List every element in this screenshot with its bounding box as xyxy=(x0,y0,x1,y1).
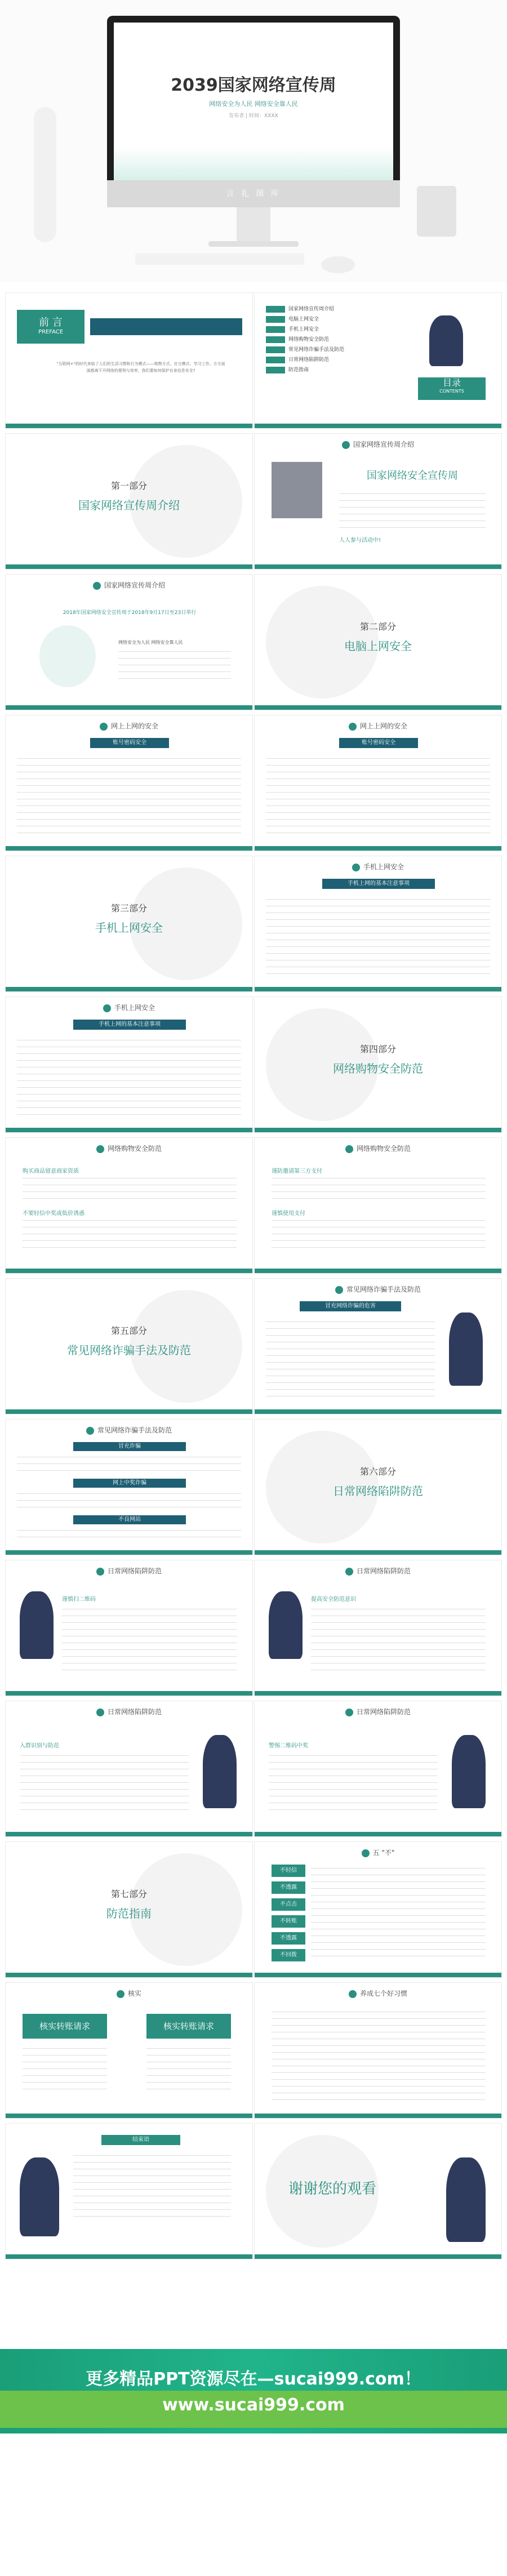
shop-tag: 购买商品留意商家资质 xyxy=(23,1168,79,1174)
preface-stripe xyxy=(90,318,242,335)
mouse-decoration xyxy=(321,256,355,273)
intro-text-lines xyxy=(339,490,486,530)
slide-trap3[interactable] xyxy=(6,1701,252,1836)
slide-bar xyxy=(6,564,252,569)
slide-bar xyxy=(255,424,501,428)
five-item: 不转账 xyxy=(272,1915,305,1928)
slide-header: 手机上网安全 xyxy=(6,1003,252,1012)
week-text-lines xyxy=(118,648,231,682)
text-lines xyxy=(17,1527,241,1543)
preface-en: PREFACE xyxy=(38,329,64,335)
police-figure xyxy=(203,1735,237,1808)
hero-org: 发布者 | 时间：XXXX xyxy=(229,113,278,119)
part-title: 电脑上网安全 xyxy=(344,639,412,653)
week-theme: 网络安全为人民 网络安全靠人民 xyxy=(118,640,183,645)
trap-tag: 入群识别与防范 xyxy=(20,1743,59,1749)
toc-list xyxy=(266,304,401,375)
monitor-screen xyxy=(114,23,393,180)
text-lines xyxy=(17,755,241,834)
section-box: 账号密码安全 xyxy=(339,738,418,748)
hero-ground xyxy=(114,146,393,180)
slide-bar xyxy=(255,987,501,991)
part-heading xyxy=(255,1042,501,1076)
toc-label-en: CONTENTS xyxy=(439,389,464,394)
slide-bar xyxy=(6,1269,252,1273)
slide-header: 日常网络陷阱防范 xyxy=(255,1566,501,1576)
slide-m1[interactable] xyxy=(255,856,501,991)
slide-bar xyxy=(255,2254,501,2259)
slide-trap4[interactable] xyxy=(255,1701,501,1836)
slide-five[interactable] xyxy=(255,1842,501,1977)
slide-part1[interactable] xyxy=(6,434,252,569)
slide-bar xyxy=(255,2114,501,2118)
text-lines xyxy=(311,1605,486,1673)
section-box: 冒充网络诈骗的危害 xyxy=(300,1301,401,1311)
slide-fraud2[interactable] xyxy=(6,1420,252,1555)
text-lines xyxy=(73,2152,231,2219)
slide-bar xyxy=(6,987,252,991)
hero-title: 2039国家网络宣传周 xyxy=(171,75,336,95)
toc-item[interactable]: 防范指南 xyxy=(266,365,401,375)
slide-pc2[interactable] xyxy=(255,715,501,851)
footer-line1: 更多精品PPT资源尽在—sucai999.com！ xyxy=(86,2369,421,2389)
police-figure xyxy=(20,1591,54,1659)
text-lines xyxy=(20,1752,189,1814)
monitor xyxy=(107,16,400,207)
slide-bar xyxy=(255,1550,501,1555)
preface-text: "互联网+"的时代来临了人们的生活习惯和行为模式——购物方式、社交模式、学习工作。方方面面都离不开网络的便利与效率，我们要如何保护自身信息安全? xyxy=(56,362,225,373)
slide-pc1[interactable] xyxy=(6,715,252,851)
slide-bar xyxy=(255,564,501,569)
five-item: 不透露 xyxy=(272,1932,305,1945)
slide-part2[interactable] xyxy=(255,575,501,710)
slide-m2[interactable] xyxy=(6,997,252,1132)
part-heading xyxy=(6,1887,252,1921)
slide-bar xyxy=(255,1973,501,1977)
part-number: 第六部分 xyxy=(359,1466,396,1477)
slide-header: 核实 xyxy=(6,1988,252,1998)
slide-bar xyxy=(255,846,501,851)
slide-header: 日常网络陷阱防范 xyxy=(255,1707,501,1716)
intro-slogan: 人人参与活动中! xyxy=(339,537,381,544)
slide-fraud1[interactable] xyxy=(255,1279,501,1414)
thanks-text: 谢谢您的观看 xyxy=(288,2181,377,2197)
text-lines xyxy=(266,896,490,975)
part-number: 第二部分 xyxy=(359,621,396,632)
part-heading xyxy=(255,1465,501,1498)
text-lines xyxy=(272,1174,486,1203)
slide-header: 常见网络诈骗手法及防范 xyxy=(255,1284,501,1294)
section-box: 手机上网的基本注意事项 xyxy=(322,879,435,889)
part-title: 国家网络宣传周介绍 xyxy=(78,499,180,512)
slide-header: 网上上网的安全 xyxy=(255,721,501,731)
slide-header: 手机上网安全 xyxy=(255,862,501,871)
text-lines xyxy=(17,1036,241,1115)
text-lines xyxy=(272,2008,486,2104)
text-lines xyxy=(23,1174,237,1203)
slide-part6[interactable] xyxy=(255,1420,501,1555)
text-lines xyxy=(62,1605,237,1673)
slide-bar xyxy=(6,1409,252,1414)
five-item: 不点击 xyxy=(272,1898,305,1911)
slide-bar xyxy=(255,1832,501,1836)
slide-bar xyxy=(255,1691,501,1696)
text-lines xyxy=(23,2045,107,2090)
preface-badge xyxy=(17,310,84,344)
slide-header: 日常网络陷阱防范 xyxy=(6,1566,252,1576)
text-lines xyxy=(17,1453,241,1476)
section-box: 手机上网的基本注意事项 xyxy=(73,1020,186,1030)
footer-banner[interactable] xyxy=(0,2349,507,2433)
slide-header: 网络购物安全防范 xyxy=(255,1144,501,1153)
slide-verify[interactable] xyxy=(6,1983,252,2118)
footer-url[interactable]: www.sucai999.com xyxy=(162,2395,345,2415)
slide-trap1[interactable] xyxy=(6,1560,252,1696)
slide-thanks[interactable] xyxy=(255,2124,501,2259)
slide-header: 常见网络诈骗手法及防范 xyxy=(6,1425,252,1435)
police-figure xyxy=(446,2157,486,2242)
section-box: 账号密码安全 xyxy=(90,738,169,748)
verify-button[interactable]: 核实转账请求 xyxy=(23,2014,107,2039)
slide-bar xyxy=(255,1409,501,1414)
toc-item[interactable]: 国家网络宣传周介绍 xyxy=(266,304,401,314)
text-lines xyxy=(17,1490,241,1512)
slide-intro[interactable] xyxy=(255,434,501,569)
slide-toc[interactable] xyxy=(255,293,501,428)
shop-tag: 谨慎使用支付 xyxy=(272,1211,305,1217)
slide-habits[interactable] xyxy=(255,1983,501,2118)
toc-item[interactable]: 常见网络诈骗手法及防范 xyxy=(266,345,401,355)
slide-preface[interactable] xyxy=(6,293,252,428)
slide-trap2[interactable] xyxy=(255,1560,501,1696)
part-title: 日常网络陷阱防范 xyxy=(333,1484,423,1498)
slide-part3[interactable] xyxy=(6,856,252,991)
hero-banner xyxy=(0,0,507,282)
slide-bar xyxy=(6,1973,252,1977)
five-item: 不回拨 xyxy=(272,1949,305,1961)
part-title: 网络购物安全防范 xyxy=(333,1062,423,1075)
text-lines xyxy=(311,1865,486,1961)
slide-bar xyxy=(255,1128,501,1132)
slide-bar xyxy=(6,424,252,428)
part-title: 常见网络诈骗手法及防范 xyxy=(67,1343,191,1357)
slide-shop2[interactable] xyxy=(255,1138,501,1273)
slide-bar xyxy=(6,2114,252,2118)
text-lines xyxy=(266,755,490,834)
shield-icon xyxy=(39,625,96,687)
part-heading xyxy=(255,620,501,653)
part-number: 第五部分 xyxy=(110,1325,147,1336)
part-heading xyxy=(6,1324,252,1358)
text-lines xyxy=(146,2045,231,2090)
part-heading xyxy=(6,901,252,935)
hero-subtitle: 网络安全为人民 网络安全靠人民 xyxy=(209,100,298,108)
section-box: 冒充诈骗 xyxy=(73,1442,186,1451)
slide-header: 国家网络宣传周介绍 xyxy=(6,580,252,590)
pencil-cup-decoration xyxy=(417,186,456,237)
vase-decoration xyxy=(34,107,56,242)
slide-bar xyxy=(255,705,501,710)
slide-header: 网络购物安全防范 xyxy=(6,1144,252,1153)
slide-bar xyxy=(255,1269,501,1273)
preface-title: 前 言 xyxy=(39,317,63,328)
text-lines xyxy=(23,1217,237,1251)
toc-item[interactable]: 手机上网安全 xyxy=(266,324,401,335)
part-title: 防范指南 xyxy=(106,1907,152,1920)
slide-bar xyxy=(6,1691,252,1696)
intro-photo xyxy=(272,462,322,518)
slide-bar xyxy=(6,1550,252,1555)
trap-tag: 警惕二维码中奖 xyxy=(269,1743,308,1749)
toc-label-box xyxy=(418,377,486,400)
five-item: 不透露 xyxy=(272,1881,305,1894)
toc-item[interactable]: 日常网络陷阱防范 xyxy=(266,355,401,365)
text-lines xyxy=(269,1752,438,1814)
slide-part4[interactable] xyxy=(255,997,501,1132)
section-box: 不良网站 xyxy=(73,1515,186,1524)
slide-bar xyxy=(6,705,252,710)
part-number: 第三部分 xyxy=(110,903,147,914)
verify-button[interactable]: 核实转账请求 xyxy=(146,2014,231,2039)
slide-week[interactable] xyxy=(6,575,252,710)
slide-header: 国家网络宣传周介绍 xyxy=(255,439,501,449)
section-box: 网上中奖诈骗 xyxy=(73,1479,186,1488)
toc-item[interactable]: 电脑上网安全 xyxy=(266,314,401,324)
police-figure xyxy=(449,1313,483,1386)
slide-header: 日常网络陷阱防范 xyxy=(6,1707,252,1716)
week-line: 2018年国家网络安全宣传周于2018年9月17日至23日举行 xyxy=(63,610,197,616)
text-lines xyxy=(266,1318,435,1397)
slide-part7[interactable] xyxy=(6,1842,252,1977)
monitor-stand xyxy=(237,207,270,241)
part-title: 手机上网安全 xyxy=(95,921,163,935)
trap-tag: 提高安全防范意识 xyxy=(311,1596,356,1603)
monitor-base xyxy=(208,241,299,247)
shop-tag: 谨防邀请第三方支付 xyxy=(272,1168,322,1174)
slide-bar xyxy=(6,1128,252,1132)
slide-shop1[interactable] xyxy=(6,1138,252,1273)
slide-header: 养成七个好习惯 xyxy=(255,1988,501,1998)
shop-tag: 不要轻信中奖或低价诱惑 xyxy=(23,1211,84,1217)
toc-label: 目录 xyxy=(442,377,461,388)
part-number: 第四部分 xyxy=(359,1044,396,1055)
trap-tag: 谨慎扫二维码 xyxy=(62,1596,96,1603)
five-item: 不轻信 xyxy=(272,1865,305,1877)
slide-header: 网上上网的安全 xyxy=(6,721,252,731)
slide-bar xyxy=(6,2254,252,2259)
slide-bar xyxy=(6,846,252,851)
text-lines xyxy=(272,1217,486,1251)
police-figure xyxy=(452,1735,486,1808)
intro-title: 国家网络安全宣传周 xyxy=(367,470,458,482)
monitor-label: 言 礼 图 库 xyxy=(107,180,400,207)
toc-item[interactable]: 网络购物安全防范 xyxy=(266,335,401,345)
slide-bar xyxy=(6,1832,252,1836)
part-number: 第一部分 xyxy=(110,481,147,491)
part-heading xyxy=(6,479,252,513)
police-figure xyxy=(429,315,463,366)
keyboard-decoration xyxy=(135,253,304,265)
slide-end[interactable] xyxy=(6,2124,252,2259)
police-figure xyxy=(269,1591,303,1659)
end-header: 结束语 xyxy=(101,2135,180,2145)
slide-part5[interactable] xyxy=(6,1279,252,1414)
slide-header: 五 "不" xyxy=(255,1848,501,1857)
police-figure xyxy=(20,2157,59,2236)
part-number: 第七部分 xyxy=(110,1889,147,1899)
